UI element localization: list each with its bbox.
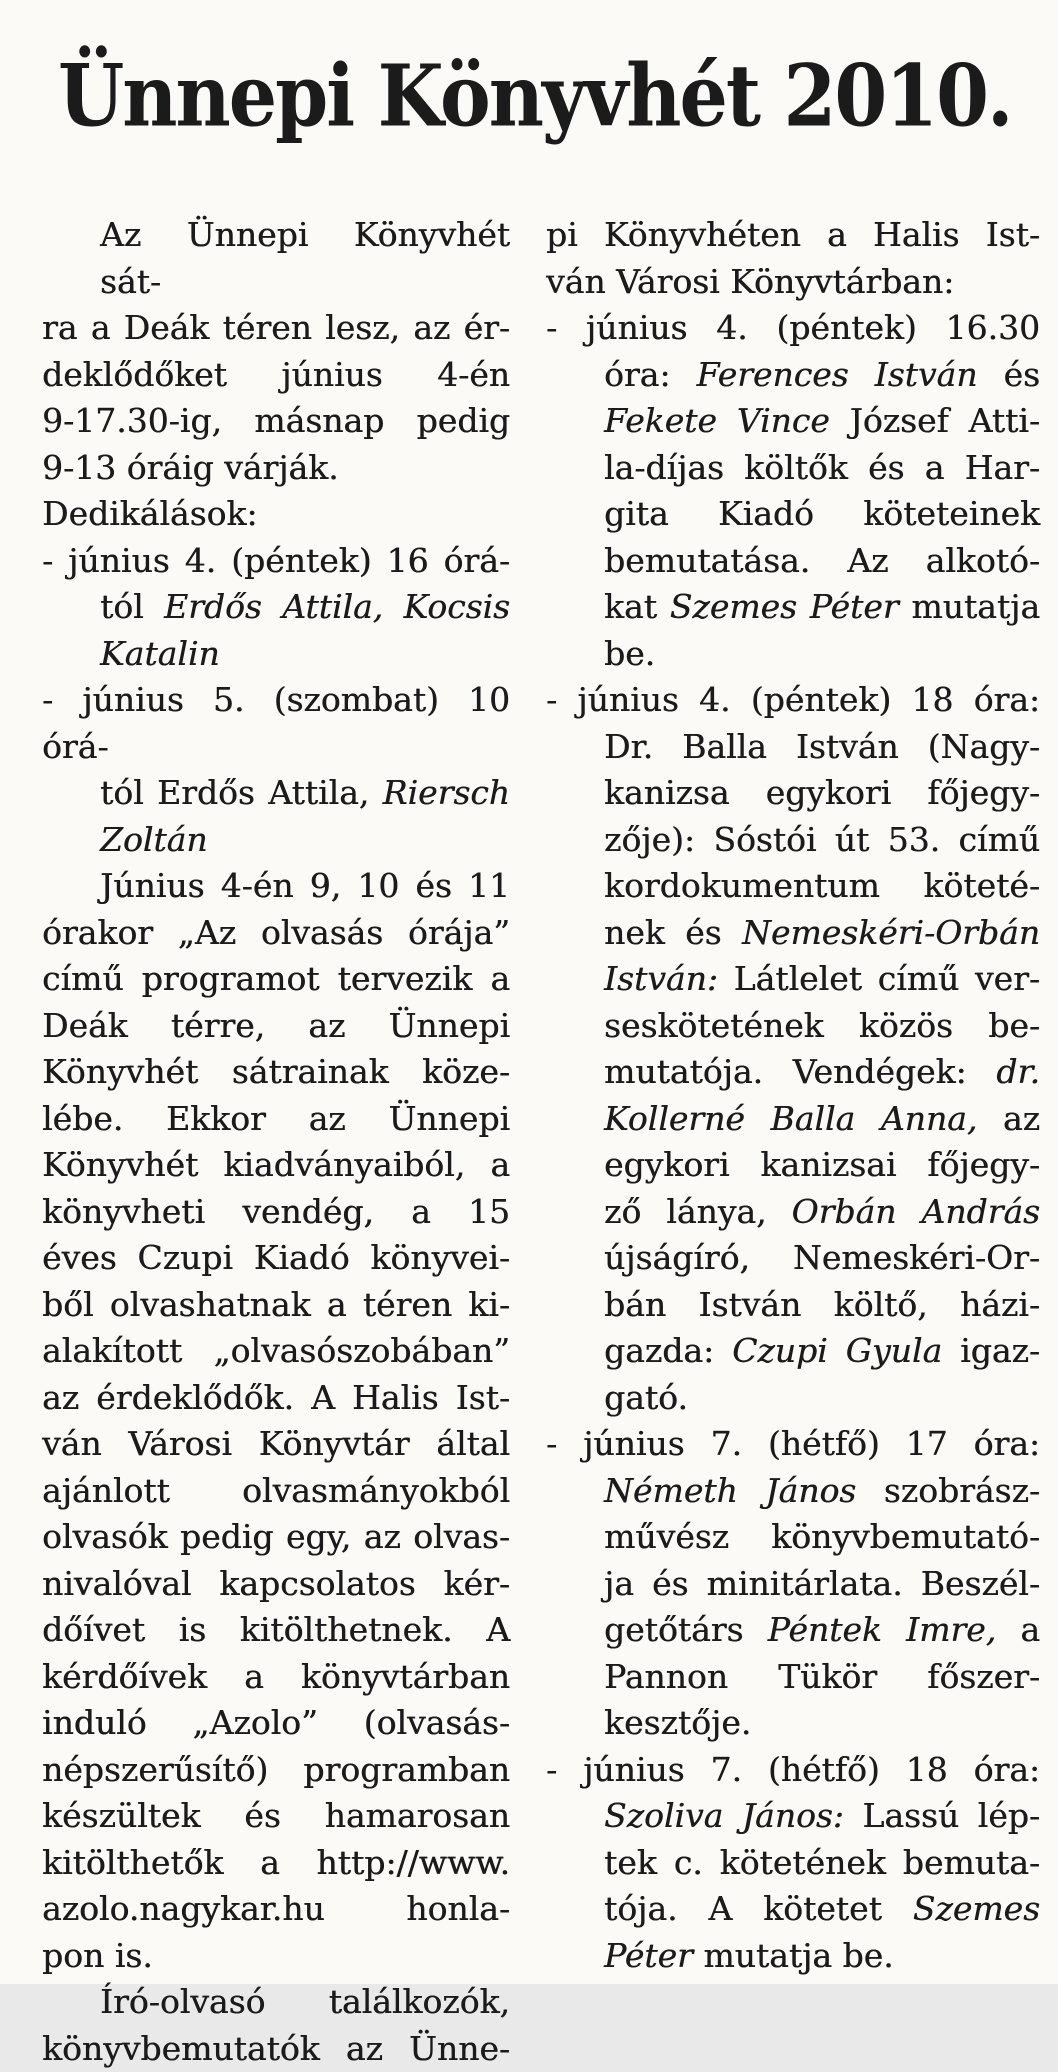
text-line — [546, 1793, 1040, 1840]
text-line — [546, 1514, 1040, 1561]
text-segment: egykori kanizsai főjegy- — [604, 1145, 1040, 1184]
text-line — [42, 1282, 510, 1329]
text-segment: gazda: — [604, 1331, 732, 1370]
text-line — [42, 1003, 510, 1050]
text-segment: alakított „olvasószobában” — [42, 1331, 510, 1370]
text-line — [546, 1654, 1040, 1701]
text-line — [42, 770, 510, 817]
text-segment: újságíró, Nemeskéri-Or- — [604, 1238, 1040, 1277]
text-segment: zője): Sóstói út 53. című — [604, 820, 1040, 859]
text-segment: induló „Azolo” (olvasás- — [42, 1703, 510, 1742]
text-line — [546, 1328, 1040, 1375]
text-line — [42, 956, 510, 1003]
italic-text-segment: Orbán András — [792, 1192, 1040, 1231]
text-line — [546, 305, 1040, 352]
text-segment: Könyvhét sátrainak köze- — [42, 1052, 510, 1091]
italic-text-segment: Péter — [604, 1936, 693, 1975]
text-segment: nek és — [604, 913, 742, 952]
text-line — [546, 770, 1040, 817]
text-segment: dőívet is kitölthetnek. A — [42, 1610, 510, 1649]
text-line — [546, 259, 1040, 306]
text-line — [42, 1096, 510, 1143]
text-line — [42, 1468, 510, 1515]
text-line — [42, 538, 510, 585]
text-line — [42, 817, 510, 864]
text-segment: pon is. — [42, 1936, 153, 1975]
text-segment: pi Könyvhéten a Halis Ist- — [546, 215, 1040, 254]
text-line — [42, 1375, 510, 1422]
text-segment: órakor „Az olvasás órája” — [42, 913, 510, 952]
text-segment: a — [996, 1610, 1040, 1649]
text-line — [42, 631, 510, 678]
text-segment: tója. A kötetet — [604, 1889, 913, 1928]
italic-text-segment: Nemeskéri-Orbán — [742, 913, 1040, 952]
text-line — [42, 445, 510, 492]
text-line — [546, 1561, 1040, 1608]
italic-text-segment: Kollerné Balla Anna, — [604, 1099, 977, 1138]
text-segment: ja és minitárlata. Beszél- — [604, 1564, 1040, 1603]
text-line — [42, 212, 510, 305]
text-line — [42, 1700, 510, 1747]
text-segment: la-díjas költők és a Har- — [604, 448, 1040, 487]
text-segment: - június 5. (szombat) 10 órá- — [42, 680, 510, 766]
text-line — [546, 863, 1040, 910]
text-line — [42, 398, 510, 445]
text-line — [546, 631, 1040, 678]
text-segment: mutatója. Vendégek: — [604, 1052, 996, 1091]
italic-text-segment: Zoltán — [100, 820, 208, 859]
text-segment: művész könyvbemutató- — [604, 1517, 1040, 1556]
italic-text-segment: Németh János — [604, 1471, 856, 1510]
text-line — [42, 1840, 510, 1887]
text-line — [546, 1700, 1040, 1747]
text-line — [546, 1282, 1040, 1329]
text-segment: ből olvashatnak a téren ki- — [42, 1285, 510, 1324]
text-segment: - június 7. (hétfő) 18 óra: — [546, 1750, 1040, 1789]
text-segment: kanizsa egykori főjegy- — [604, 773, 1040, 812]
article-title: Ünnepi Könyvhét 2010. — [58, 46, 1011, 146]
text-segment: ván Városi Könyvtár által — [42, 1424, 510, 1463]
text-line — [546, 956, 1040, 1003]
text-segment: kérdőívek a könyvtárban — [42, 1657, 510, 1696]
text-segment: azolo.nagykar.hu honla- — [42, 1889, 510, 1928]
text-segment: tól — [100, 587, 164, 626]
italic-text-segment: Erdős Attila, Kocsis — [164, 587, 510, 626]
text-line — [42, 305, 510, 352]
text-segment: bemutatása. Az alkotó- — [604, 541, 1040, 580]
text-segment: tek c. kötetének bemuta- — [604, 1843, 1040, 1882]
text-segment: igaz- — [942, 1331, 1040, 1370]
italic-text-segment: Ferences István — [696, 355, 977, 394]
text-segment: Az Ünnepi Könyvhét sát- — [100, 215, 510, 301]
italic-text-segment: Szemes Péter — [670, 587, 899, 626]
text-line — [42, 491, 510, 538]
text-segment: kesztője. — [604, 1703, 751, 1742]
italic-text-segment: dr. — [996, 1052, 1040, 1091]
text-line — [546, 1421, 1040, 1468]
text-line — [42, 584, 510, 631]
text-line — [546, 724, 1040, 771]
text-segment: - június 7. (hétfő) 17 óra: — [546, 1424, 1040, 1463]
text-segment: mutatja — [899, 587, 1040, 626]
text-segment: ző lánya, — [604, 1192, 792, 1231]
text-line — [546, 817, 1040, 864]
text-segment: könyvbemutatók az Ünne- — [42, 2029, 510, 2068]
text-segment: ra a Deák téren lesz, az ér- — [42, 308, 510, 347]
italic-text-segment: Szoliva János: — [604, 1796, 844, 1835]
text-segment: Pannon Tükör főszer- — [604, 1657, 1040, 1696]
text-line — [546, 491, 1040, 538]
text-line — [42, 1607, 510, 1654]
text-segment: - június 4. (péntek) 16 órá- — [42, 541, 510, 580]
text-segment: készültek és hamarosan — [42, 1796, 510, 1835]
text-line — [42, 1421, 510, 1468]
text-segment: Író-olvasó találkozók, — [100, 1982, 510, 2021]
text-segment: Lassú lép- — [844, 1796, 1040, 1835]
text-line — [42, 352, 510, 399]
text-segment: nivalóval kapcsolatos kér- — [42, 1564, 510, 1603]
text-line — [546, 1189, 1040, 1236]
text-line — [42, 1561, 510, 1608]
text-segment: kordokumentum köteté- — [604, 866, 1040, 905]
text-line — [546, 1607, 1040, 1654]
text-line — [546, 398, 1040, 445]
text-line — [546, 584, 1040, 631]
text-line — [42, 1979, 510, 2026]
text-segment: óra: — [604, 355, 696, 394]
text-line — [42, 1235, 510, 1282]
italic-text-segment: Katalin — [100, 634, 220, 673]
text-segment: 9-13 óráig várják. — [42, 448, 339, 487]
text-line — [546, 910, 1040, 957]
text-line — [42, 2026, 510, 2072]
text-line — [546, 1049, 1040, 1096]
text-segment: Könyvhét kiadványaiból, a — [42, 1145, 510, 1184]
text-segment: deklődőket június 4-én — [42, 355, 510, 394]
text-segment: éves Czupi Kiadó könyvei- — [42, 1238, 510, 1277]
text-line — [42, 1328, 510, 1375]
text-segment: mutatja be. — [693, 1936, 894, 1975]
italic-text-segment: Szemes — [913, 1889, 1040, 1928]
text-line — [42, 1793, 510, 1840]
text-segment: gita Kiadó köteteinek — [604, 494, 1040, 533]
left-text-column — [42, 212, 510, 2072]
text-line — [546, 1933, 1040, 1980]
text-segment: az — [977, 1099, 1040, 1138]
text-segment: lébe. Ekkor az Ünnepi — [42, 1099, 510, 1138]
right-text-column — [546, 212, 1040, 1979]
text-segment: az érdeklődők. A Halis Ist- — [42, 1378, 510, 1417]
text-line — [42, 1747, 510, 1794]
italic-text-segment: Riersch — [383, 773, 510, 812]
text-line — [42, 1933, 510, 1980]
text-segment: ajánlott olvasmányokból — [42, 1471, 510, 1510]
text-line — [546, 1375, 1040, 1422]
text-line — [546, 445, 1040, 492]
text-line — [546, 1096, 1040, 1143]
text-line — [42, 1886, 510, 1933]
text-line — [42, 1514, 510, 1561]
text-segment: József Atti- — [830, 401, 1040, 440]
text-line — [546, 538, 1040, 585]
italic-text-segment: István: — [604, 959, 718, 998]
text-segment: Június 4-én 9, 10 és 11 — [100, 866, 510, 905]
text-segment: olvasók pedig egy, az olvas- — [42, 1517, 510, 1556]
text-segment: könyvheti vendég, a 15 — [42, 1192, 510, 1231]
text-segment: be. — [604, 634, 655, 673]
text-segment: bán István költő, házi- — [604, 1285, 1040, 1324]
text-segment: tól Erdős Attila, — [100, 773, 383, 812]
italic-text-segment: Czupi Gyula — [732, 1331, 942, 1370]
text-segment: kat — [604, 587, 670, 626]
italic-text-segment: Péntek Imre, — [768, 1610, 997, 1649]
text-segment: ván Városi Könyvtárban: — [546, 262, 954, 301]
text-line — [42, 1189, 510, 1236]
text-line — [546, 1235, 1040, 1282]
text-line — [546, 1886, 1040, 1933]
text-line — [42, 910, 510, 957]
text-segment: Deák térre, az Ünnepi — [42, 1006, 510, 1045]
text-segment: - június 4. (péntek) 16.30 — [546, 308, 1040, 347]
text-segment: népszerűsítő) programban — [42, 1750, 510, 1789]
text-segment: seskötetének közös be- — [604, 1006, 1040, 1045]
text-segment: kitölthetők a http://www. — [42, 1843, 510, 1882]
text-line — [42, 677, 510, 770]
text-segment: és — [977, 355, 1040, 394]
text-line — [546, 1840, 1040, 1887]
text-line — [546, 677, 1040, 724]
italic-text-segment: Fekete Vince — [604, 401, 830, 440]
text-line — [546, 1747, 1040, 1794]
text-line — [546, 1003, 1040, 1050]
text-line — [42, 1142, 510, 1189]
text-segment: gató. — [604, 1378, 688, 1417]
text-segment: getőtárs — [604, 1610, 768, 1649]
text-line — [42, 863, 510, 910]
text-segment: Dedikálások: — [42, 494, 257, 533]
text-line — [42, 1049, 510, 1096]
text-segment: szobrász- — [856, 1471, 1040, 1510]
text-line — [546, 352, 1040, 399]
text-line — [546, 212, 1040, 259]
text-line — [546, 1468, 1040, 1515]
text-segment: című programot tervezik a — [42, 959, 510, 998]
text-segment: Dr. Balla István (Nagy- — [604, 727, 1040, 766]
text-segment: Látlelet című ver- — [718, 959, 1040, 998]
text-line — [546, 1142, 1040, 1189]
text-line — [42, 1654, 510, 1701]
text-segment: 9-17.30-ig, másnap pedig — [42, 401, 510, 440]
text-segment: - június 4. (péntek) 18 óra: — [546, 680, 1040, 719]
